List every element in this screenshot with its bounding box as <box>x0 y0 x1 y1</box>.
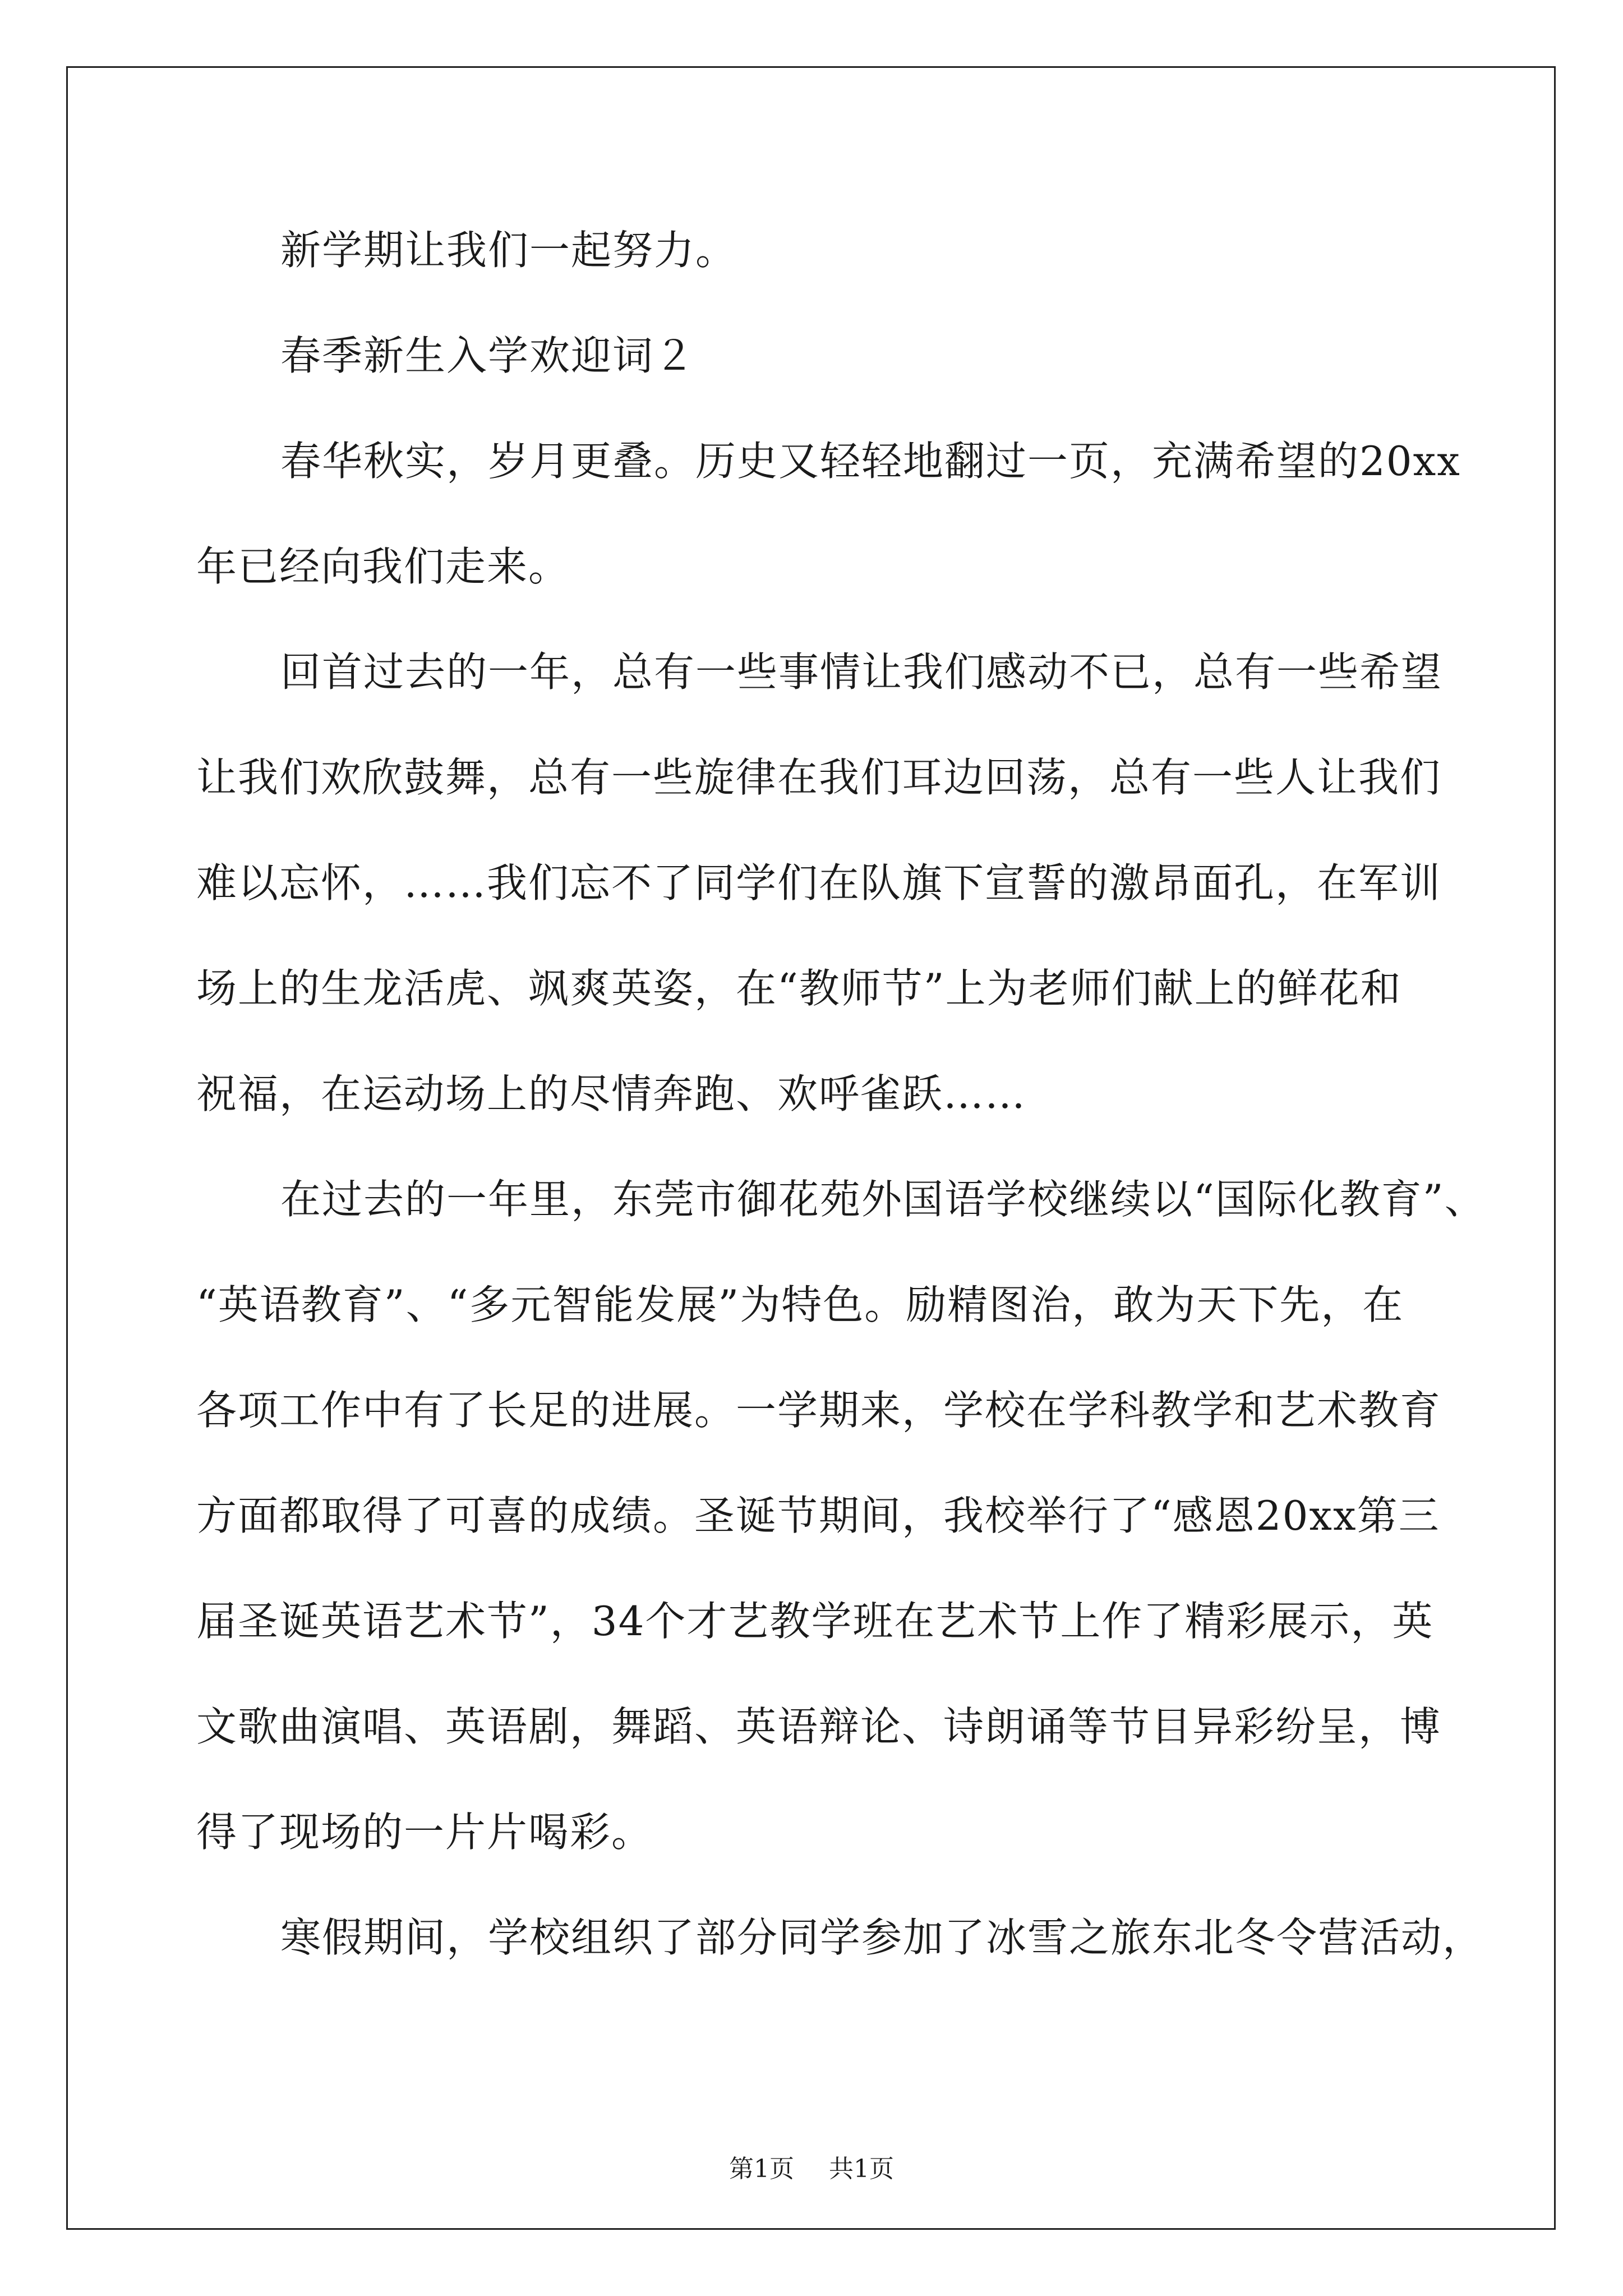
text-line: 寒假期间，学校组织了部分同学参加了冰雪之旅东北冬令营活动， <box>280 1914 1484 1961</box>
page-footer <box>0 2157 1623 2182</box>
section-heading: 春季新生入学欢迎词２ <box>280 332 696 379</box>
page-number: 第1页 <box>729 2155 794 2183</box>
text-line: 各项工作中有了长足的进展。一学期来，学校在学科教学和艺术教育 <box>196 1387 1442 1434</box>
text-line: 在过去的一年里，东莞市御花苑外国语学校继续以“国际化教育”、 <box>280 1176 1486 1223</box>
text-line: 得了现场的一片片喝彩。 <box>196 1809 653 1856</box>
page-border <box>66 66 1556 2230</box>
text-line: 春华秋实，岁月更叠。历史又轻轻地翻过一页，充满希望的20xx <box>280 438 1461 485</box>
page-total: 共1页 <box>829 2155 894 2183</box>
text-line: 新学期让我们一起努力。 <box>280 227 737 274</box>
text-line: 场上的生龙活虎、飒爽英姿，在“教师节”上为老师们献上的鲜花和 <box>196 965 1402 1012</box>
text-line: 难以忘怀，……我们忘不了同学们在队旗下宣誓的激昂面孔，在军训 <box>196 859 1442 907</box>
text-line: 年已经向我们走来。 <box>196 543 570 590</box>
text-line: 祝福，在运动场上的尽情奔跑、欢呼雀跃…… <box>196 1070 1027 1117</box>
text-line: 回首过去的一年，总有一些事情让我们感动不已，总有一些希望 <box>280 648 1443 696</box>
text-line: 届圣诞英语艺术节”，34个才艺教学班在艺术节上作了精彩展示，英 <box>196 1598 1434 1645</box>
text-line: 方面都取得了可喜的成绩。圣诞节期间，我校举行了“感恩20xx第三 <box>196 1492 1440 1539</box>
text-line: 文歌曲演唱、英语剧，舞蹈、英语辩论、诗朗诵等节目异彩纷呈，博 <box>196 1703 1442 1750</box>
text-line: 让我们欢欣鼓舞，总有一些旋律在我们耳边回荡，总有一些人让我们 <box>196 754 1442 801</box>
text-line: “英语教育”、“多元智能发展”为特色。励精图治，敢为天下先，在 <box>196 1281 1404 1328</box>
